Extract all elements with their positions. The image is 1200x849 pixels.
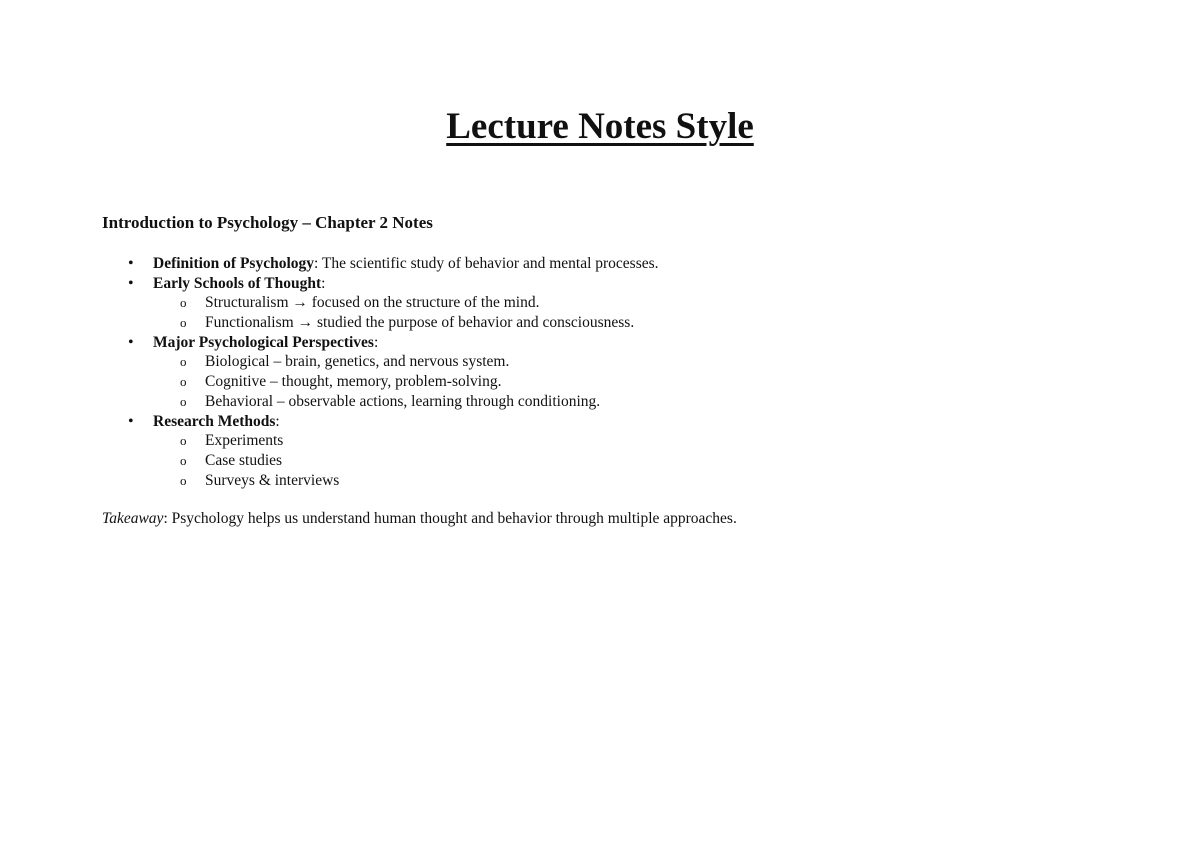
list-item-text — [153, 333, 378, 353]
list-item-text — [153, 274, 325, 294]
bullet-marker: • — [128, 255, 134, 272]
sub-bullet-marker: o — [180, 315, 187, 331]
list-item-term: Definition of Psychology — [153, 255, 315, 272]
sub-bullet-marker: o — [180, 354, 187, 370]
list-item-text — [153, 412, 280, 432]
list-item-description: : — [373, 333, 379, 351]
list-item — [102, 274, 1102, 294]
sub-list-item-text: Structuralism → focused on the structure of the mind. — [205, 294, 540, 312]
sub-bullet-marker: o — [180, 374, 187, 390]
takeaway-paragraph — [102, 509, 737, 529]
takeaway-text: : Psychology helps us understand human thought and behavior through multiple approaches. — [163, 510, 737, 527]
sub-list-item — [102, 313, 1102, 333]
list-item — [102, 412, 1102, 432]
list-item-description: : — [321, 274, 326, 292]
sub-list-item-text: Biological – brain, genetics, and nervous system. — [205, 353, 510, 371]
bullet-marker: • — [128, 333, 134, 351]
takeaway-label: Takeaway — [102, 510, 164, 527]
sub-list-item — [102, 372, 1102, 392]
sub-list-item — [102, 293, 1102, 313]
sub-bullet-marker: o — [180, 393, 187, 409]
list-item-term: Early Schools of Thought — [153, 274, 322, 292]
sub-bullet-marker: o — [180, 472, 187, 488]
document-title: Lecture Notes Style — [446, 106, 754, 147]
sub-list-item-text: Experiments — [205, 432, 284, 450]
sub-list-item-text: Functionalism → studied the purpose of behavior and consciousness. — [205, 314, 635, 332]
list-item-text — [153, 254, 659, 274]
sub-list-item-text: Case studies — [205, 451, 283, 469]
sub-list-item-text: Surveys & interviews — [205, 471, 340, 489]
list-item-description: : The scientific study of behavior and mental processes. — [314, 255, 659, 272]
sub-list-item-text: Behavioral – observable actions, learning through conditioning. — [205, 392, 601, 410]
list-item-term: Research Methods — [153, 412, 276, 430]
list-item — [102, 254, 1102, 274]
list-item-description: : — [275, 412, 280, 430]
list-item — [102, 333, 1102, 353]
sub-list-item — [102, 451, 1102, 471]
sub-list-item — [102, 471, 1102, 491]
sub-list-item-text: Cognitive – thought, memory, problem-solving. — [205, 373, 502, 391]
sub-list-item — [102, 352, 1102, 372]
sub-bullet-marker: o — [180, 452, 187, 468]
notes-outline — [102, 254, 1102, 490]
list-item-term: Major Psychological Perspectives — [153, 333, 374, 351]
sub-list-item — [102, 431, 1102, 451]
bullet-marker: • — [128, 412, 134, 430]
section-heading: Introduction to Psychology – Chapter 2 Notes — [102, 213, 433, 232]
sub-bullet-marker: o — [180, 433, 187, 449]
sub-list-item — [102, 392, 1102, 412]
sub-bullet-marker: o — [180, 295, 187, 311]
bullet-marker: • — [128, 274, 134, 292]
